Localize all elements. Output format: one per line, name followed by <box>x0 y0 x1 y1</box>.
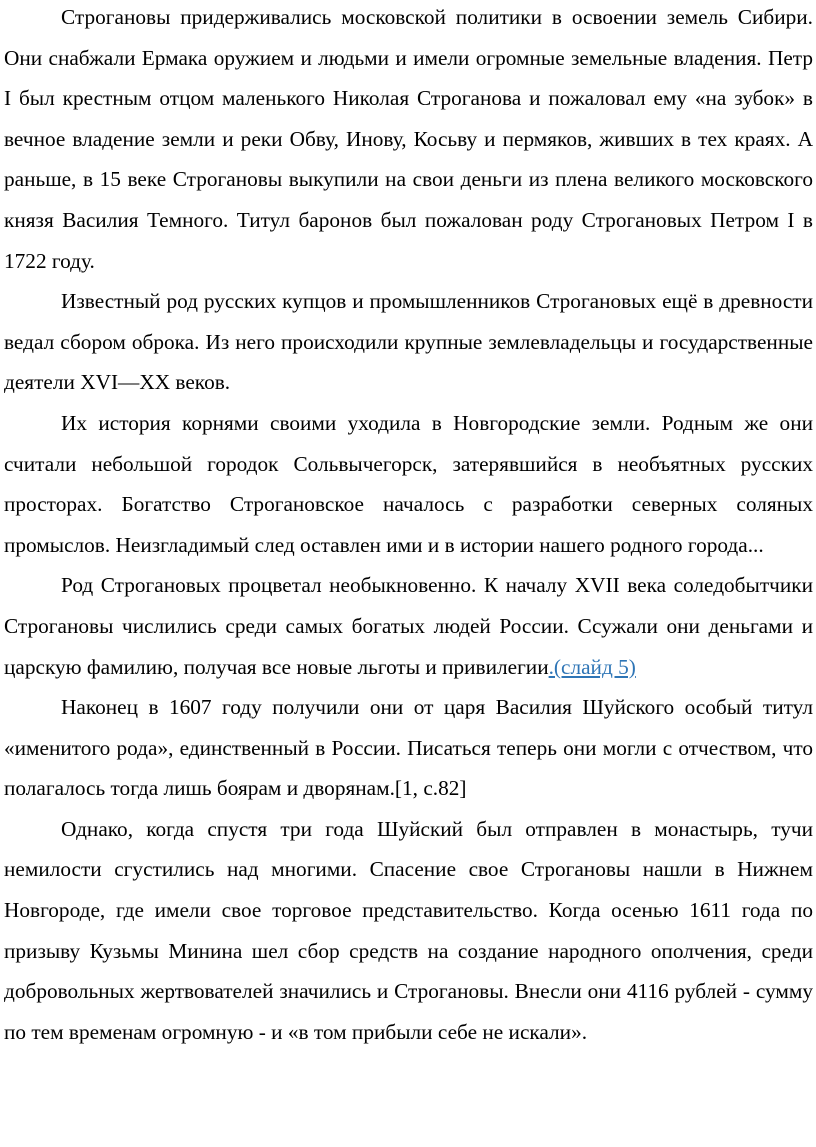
paragraph-1 <box>4 0 813 281</box>
paragraph-5 <box>4 687 813 809</box>
paragraph-5-text: Наконец в 1607 году получили они от царя Василия Шуйского особый титул «именитого рода», единственный в России. Писаться теперь они могли с отчеством, что полагалось тогда лишь боярам и дворянам.[1, с.82] <box>4 695 813 801</box>
paragraph-6 <box>4 809 813 1053</box>
paragraph-3-text: Их история корнями своими уходила в Новгородские земли. Родным же они считали небольшой городок Сольвычегорск, затерявшийся в необъятных русских просторах. Богатство Строгановское началось с разработки северных соляных промыслов. Неизгладимый след оставлен ими и в истории нашего родного города... <box>4 410 813 557</box>
paragraph-2-text: Известный род русских купцов и промышленников Строгановых ещё в древности ведал сбором оброка. Из него происходили крупные землевладельцы и государственные деятели XVI—XX веков. <box>4 289 813 395</box>
paragraph-4-text: Род Строгановых процветал необыкновенно. К началу XVII века соледобытчики Строгановы числились среди самых богатых людей России. Ссужали они деньгами и царскую фамилию, получая все новые льготы и привилегии <box>4 573 813 679</box>
paragraph-6-text: Однако, когда спустя три года Шуйский был отправлен в монастырь, тучи немилости сгустились над многими. Спасение свое Строгановы нашли в Нижнем Новгороде, где имели свое торговое представительство. Когда осенью 1611 года по призыву Кузьмы Минина шел сбор средств на создание народного ополчения, среди добровольных жертвователей значились и Строгановы. Внесли они 4116 рублей - сумму по тем временам огромную - и «в том прибыли себе не искали». <box>4 816 813 1044</box>
paragraph-3 <box>4 403 813 565</box>
paragraph-1-text: Строгановы придерживались московской политики в освоении земель Сибири. Они снабжали Ермака оружием и людьми и имели огромные земельные владения. Петр I был крестным отцом маленького Николая Строганова и пожаловал ему «на зубок» в вечное владение земли и реки Обву, Инову, Косьву и пермяков, живших в тех краях. А раньше, в 15 веке Строгановы выкупили на свои деньги из плена великого московского князя Василия Темного. Титул баронов был пожалован роду Строгановых Петром I в 1722 году. <box>4 5 813 273</box>
slide-5-link[interactable]: .(слайд 5) <box>548 654 636 679</box>
paragraph-2 <box>4 281 813 403</box>
paragraph-4 <box>4 565 813 687</box>
